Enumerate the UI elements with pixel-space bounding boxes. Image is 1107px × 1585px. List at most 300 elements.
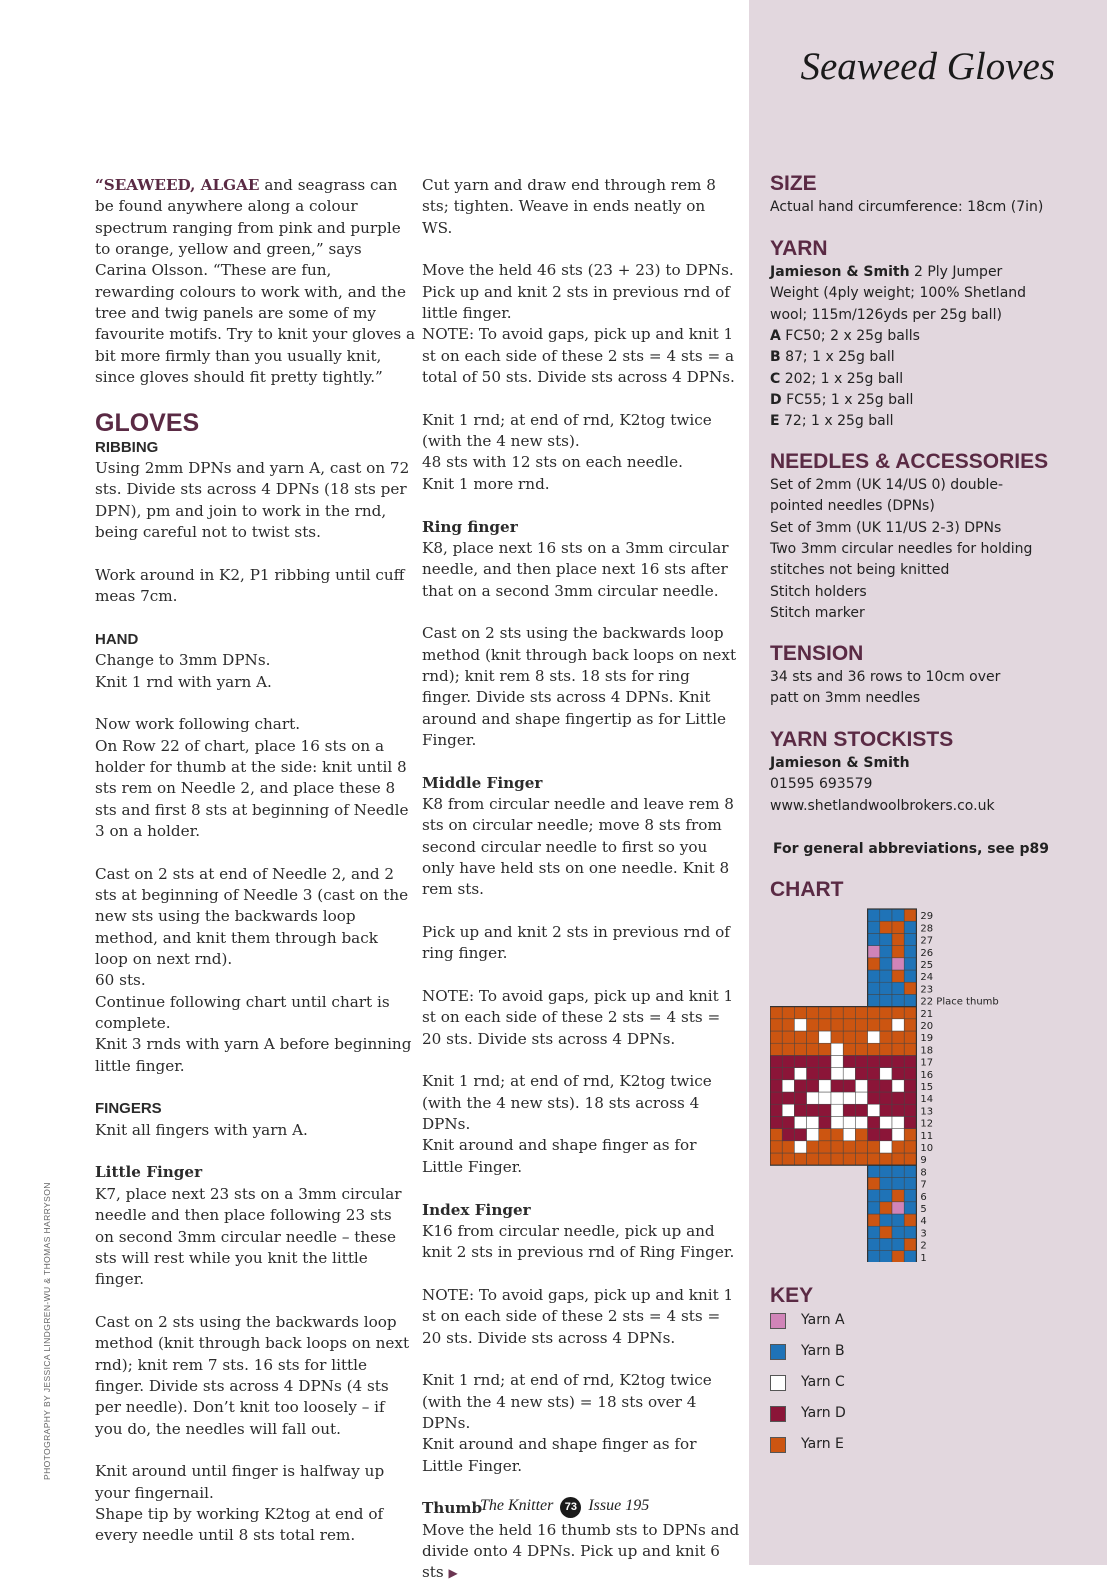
chart-cell	[868, 1092, 880, 1104]
size-section	[770, 171, 1100, 218]
yarn-text-a: FC50; 2 x 25g balls	[780, 328, 920, 345]
needles-section	[770, 449, 1100, 624]
chart-cell	[843, 1141, 855, 1153]
chart-cell	[819, 1031, 831, 1043]
fingers-heading: FINGERS	[95, 1100, 162, 1118]
chart-cell	[770, 1043, 782, 1055]
chart-cell	[770, 1104, 782, 1116]
swatch-yarn-e	[770, 1437, 786, 1453]
abbreviations-text: For general abbreviations, see p89	[773, 841, 1049, 857]
intro-lead: “SEAWEED, ALGAE	[95, 176, 260, 194]
size-heading: SIZE	[770, 172, 817, 195]
ring-finger-heading: Ring finger	[422, 517, 518, 536]
chart-cell	[782, 1031, 794, 1043]
chart-cell	[892, 1226, 904, 1238]
chart-cell	[770, 1141, 782, 1153]
chart-row-number: 7	[920, 1179, 927, 1191]
yarn-heading: YARN	[770, 237, 828, 260]
chart-cell	[794, 1031, 806, 1043]
chart-cell	[904, 1068, 916, 1080]
chart-cell	[782, 1129, 794, 1141]
chart-cell	[880, 970, 892, 982]
chart-row-number: 12	[920, 1118, 934, 1130]
chart-row-number: 29	[920, 911, 934, 923]
chart-cell	[868, 1007, 880, 1019]
chart-cell	[892, 1238, 904, 1250]
chart-cell	[794, 1141, 806, 1153]
chart-cell	[807, 1092, 819, 1104]
chart-cell	[855, 1129, 867, 1141]
chart-cell	[807, 1080, 819, 1092]
chart-cell	[794, 1068, 806, 1080]
chart-cell	[807, 1141, 819, 1153]
chart-cell	[868, 1141, 880, 1153]
chart-cell	[868, 1214, 880, 1226]
chart-cell	[794, 1116, 806, 1128]
chart-row-number: 4	[920, 1216, 927, 1228]
chart-cell	[892, 1080, 904, 1092]
chart-cell	[855, 1055, 867, 1067]
chart-cell	[904, 946, 916, 958]
key-item-yarn-e	[770, 1437, 930, 1453]
chart-cell	[892, 1165, 904, 1177]
page-footer	[480, 1497, 649, 1518]
colourwork-chart	[770, 907, 1010, 1262]
chart-cell	[868, 1031, 880, 1043]
chart-cell	[892, 994, 904, 1006]
page-number: 73	[560, 1497, 581, 1518]
chart-cell	[892, 1251, 904, 1262]
yarn-letter-a: A	[770, 328, 781, 345]
chart-row-number: 19	[920, 1033, 934, 1045]
chart-cell	[892, 1202, 904, 1214]
photo-credit: PHOTOGRAPHY BY JESSICA LINDGREN-WU & THOMAS HARRYSON	[42, 1182, 52, 1480]
abbreviations-note	[773, 839, 1103, 860]
key-label-yarn-e: Yarn E	[801, 1436, 844, 1452]
chart-cell	[782, 1141, 794, 1153]
chart-cell	[892, 982, 904, 994]
intro-text: and seagrass can be found anywhere along a colour spectrum ranging from pink and purple to orange, yellow and green,” says Carina Olsson. “These are fun, rewarding colours to work with, and the tree and twig panels are some of my favourite motifs. Try to knit your gloves a bit more firmly than you usually knit, since gloves should fit pretty tightly.”	[95, 176, 415, 387]
chart-cell	[880, 1214, 892, 1226]
chart-cell	[880, 933, 892, 945]
chart-cell	[868, 1080, 880, 1092]
chart-cell	[892, 1092, 904, 1104]
middle-finger-p2: Pick up and knit 2 sts in previous rnd of ring finger.	[422, 923, 730, 963]
chart-cell	[904, 933, 916, 945]
chart-cell	[831, 1055, 843, 1067]
chart-cell	[831, 1141, 843, 1153]
yarn-item-e	[770, 411, 1100, 432]
chart-cell	[843, 1019, 855, 1031]
chart-cell	[868, 982, 880, 994]
chart-cell	[770, 1019, 782, 1031]
chart-cell	[770, 1007, 782, 1019]
chart-cell	[831, 1043, 843, 1055]
ribbing-heading: RIBBING	[95, 438, 159, 456]
col2-p3: Knit 1 rnd; at end of rnd, K2tog twice (with the 4 new sts). 48 sts with 12 sts on each needle. Knit 1 more rnd.	[422, 410, 712, 493]
little-finger-p1: K7, place next 23 sts on a 3mm circular needle and then place following 23 sts on second 3mm circular needle – these sts will rest while you knit the little finger.	[95, 1184, 402, 1289]
chart-cell	[855, 1092, 867, 1104]
chart-row-number: 1	[920, 1252, 927, 1262]
key-label-yarn-b: Yarn B	[801, 1343, 845, 1359]
swatch-yarn-a	[770, 1313, 786, 1329]
chart-cell	[782, 1104, 794, 1116]
chart-cell	[843, 1092, 855, 1104]
tension-text: 34 sts and 36 rows to 10cm over patt on 3mm needles	[770, 669, 1001, 707]
key-item-yarn-c	[770, 1375, 930, 1391]
chart-cell	[880, 946, 892, 958]
yarn-letter-d: D	[770, 392, 782, 409]
chart-cell	[904, 1153, 916, 1165]
chart-cell	[819, 1043, 831, 1055]
chart-cell	[831, 1116, 843, 1128]
chart-cell	[819, 1007, 831, 1019]
chart-cell	[904, 909, 916, 921]
chart-cell	[843, 1104, 855, 1116]
chart-cell	[892, 1031, 904, 1043]
chart-cell	[794, 1055, 806, 1067]
chart-cell	[868, 1177, 880, 1189]
chart-cell	[868, 921, 880, 933]
chart-cell	[831, 1104, 843, 1116]
chart-cell	[807, 1043, 819, 1055]
thumb-p1	[422, 1520, 740, 1585]
chart-row-number: 18	[920, 1045, 934, 1057]
yarn-desc: 2 Ply Jumper Weight (4ply weight; 100% Shetland wool; 115m/126yds per 25g ball)	[770, 264, 1027, 323]
chart-cell	[868, 1019, 880, 1031]
chart-cell	[782, 1043, 794, 1055]
yarn-text-e: 72; 1 x 25g ball	[779, 413, 894, 430]
chart-cell	[770, 1116, 782, 1128]
chart-cell	[831, 1080, 843, 1092]
chart-cell	[868, 1165, 880, 1177]
chart-cell	[892, 1007, 904, 1019]
chart-cell	[904, 1226, 916, 1238]
ribbing-p2: Work around in K2, P1 ribbing until cuff meas 7cm.	[95, 565, 405, 606]
chart-cell	[904, 1092, 916, 1104]
yarn-description	[770, 262, 1040, 326]
chart-cell	[892, 1190, 904, 1202]
chart-cell	[770, 1068, 782, 1080]
key-item-yarn-a	[770, 1313, 930, 1329]
ring-finger-p1: K8, place next 16 sts on a 3mm circular needle, and then place next 16 sts after that on a second 3mm circular needle.	[422, 538, 729, 600]
yarn-item-b	[770, 347, 1100, 368]
chart-cell	[855, 1007, 867, 1019]
chart-cell	[770, 1129, 782, 1141]
key-label-yarn-c: Yarn C	[801, 1374, 845, 1390]
chart-cell	[904, 1165, 916, 1177]
chart-cell	[880, 994, 892, 1006]
chart-cell	[831, 1129, 843, 1141]
chart-row-number: 2	[920, 1240, 927, 1252]
chart-cell	[880, 1043, 892, 1055]
chart-cell	[868, 1153, 880, 1165]
chart-cell	[892, 1214, 904, 1226]
chart-row-number: 3	[920, 1228, 927, 1240]
chart-cell	[904, 970, 916, 982]
tension-section	[770, 641, 1100, 710]
chart-cell	[892, 1019, 904, 1031]
chart-cell	[807, 1153, 819, 1165]
chart-cell	[855, 1153, 867, 1165]
chart-cell	[831, 1153, 843, 1165]
chart-cell	[904, 1019, 916, 1031]
chart-cell	[868, 1055, 880, 1067]
chart-cell	[855, 1141, 867, 1153]
chart-cell	[904, 1031, 916, 1043]
chart-cell	[843, 1055, 855, 1067]
chart-cell	[843, 1116, 855, 1128]
key-label-yarn-a: Yarn A	[801, 1312, 845, 1328]
chart-cell	[880, 1153, 892, 1165]
chart-cell	[880, 1202, 892, 1214]
gloves-heading: GLOVES	[95, 408, 200, 437]
chart-cell	[794, 1104, 806, 1116]
yarn-letter-e: E	[770, 413, 780, 430]
chart-cell	[807, 1104, 819, 1116]
chart-cell	[807, 1116, 819, 1128]
swatch-yarn-d	[770, 1406, 786, 1422]
continue-arrow-icon: ▶	[448, 1566, 458, 1581]
chart-cell	[868, 1226, 880, 1238]
chart-cell	[880, 1129, 892, 1141]
key-heading: KEY	[770, 1284, 814, 1307]
needles-heading: NEEDLES & ACCESSORIES	[770, 450, 1049, 473]
chart-cell	[868, 958, 880, 970]
chart-cell	[819, 1116, 831, 1128]
chart-cell	[880, 958, 892, 970]
yarn-text-c: 202; 1 x 25g ball	[780, 370, 904, 387]
chart-cell	[904, 1177, 916, 1189]
chart-row-number: 26	[920, 947, 934, 959]
chart-cell	[868, 1238, 880, 1250]
chart-cell	[855, 1116, 867, 1128]
key-heading-wrap	[770, 1283, 1100, 1309]
chart-cell	[819, 1141, 831, 1153]
col2-p2: Move the held 46 sts (23 + 23) to DPNs. Pick up and knit 2 sts in previous rnd of little finger. NOTE: To avoid gaps, pick up and knit 1 st on each side of these 2 sts = 4 sts = a total of 50 sts. Divide sts across 4 DPNs.	[422, 261, 735, 387]
chart-cell	[880, 1165, 892, 1177]
chart-cell	[831, 1031, 843, 1043]
chart-cell	[892, 1068, 904, 1080]
chart-cell	[880, 1251, 892, 1262]
stockist-name: Jamieson & Smith	[770, 755, 910, 771]
swatch-yarn-c	[770, 1375, 786, 1391]
chart-cell	[807, 1007, 819, 1019]
little-finger-p2: Cast on 2 sts using the backwards loop method (knit through back loops on next rnd); knit rem 7 sts. 16 sts for little finger. Divide sts across 4 DPNs (4 sts per needle). Don’t knit too loosely – if you do, the needles will fall out.	[95, 1312, 410, 1438]
chart-row-number: 22 Place thumb	[920, 996, 999, 1008]
index-finger-p2: NOTE: To avoid gaps, pick up and knit 1 st on each side of these 2 sts = 4 sts = 20 sts. Divide sts across 4 DPNs.	[422, 1285, 734, 1347]
chart-cell	[782, 1007, 794, 1019]
chart-cell	[807, 1055, 819, 1067]
chart-cell	[843, 1007, 855, 1019]
chart-cell	[880, 1104, 892, 1116]
chart-cell	[794, 1019, 806, 1031]
chart-cell	[904, 1238, 916, 1250]
chart-cell	[807, 1019, 819, 1031]
chart-cell	[782, 1019, 794, 1031]
chart-row-number: 9	[920, 1155, 927, 1167]
middle-finger-p1: K8 from circular needle and leave rem 8 sts on circular needle; move 8 sts from second circular needle to first so you only have held sts on one needle. Knit 8 rem sts.	[422, 794, 734, 899]
chart-row-number: 24	[920, 972, 934, 984]
chart-row-number: 11	[920, 1130, 934, 1142]
tension-heading: TENSION	[770, 642, 864, 665]
chart-cell	[819, 1153, 831, 1165]
col2-p1: Cut yarn and draw end through rem 8 sts; tighten. Weave in ends neatly on WS.	[422, 176, 716, 237]
chart-cell	[868, 970, 880, 982]
chart-row-number: 21	[920, 1008, 934, 1020]
chart-row-number: 6	[920, 1191, 927, 1203]
chart-cell	[807, 1129, 819, 1141]
chart-cell	[770, 1092, 782, 1104]
chart-cell	[770, 1153, 782, 1165]
chart-cell	[868, 1116, 880, 1128]
key-item-yarn-b	[770, 1344, 930, 1360]
chart-cell	[904, 1251, 916, 1262]
chart-cell	[892, 1141, 904, 1153]
chart-cell	[892, 1055, 904, 1067]
index-finger-p1: K16 from circular needle, pick up and knit 2 sts in previous rnd of Ring Finger.	[422, 1221, 735, 1262]
chart-cell	[880, 1116, 892, 1128]
chart-cell	[892, 1153, 904, 1165]
chart-cell	[904, 982, 916, 994]
chart-cell	[904, 1190, 916, 1202]
index-finger-heading: Index Finger	[422, 1200, 531, 1219]
chart-cell	[794, 1080, 806, 1092]
chart-cell	[819, 1129, 831, 1141]
chart-cell	[904, 1104, 916, 1116]
chart-cell	[892, 1043, 904, 1055]
chart-cell	[880, 1238, 892, 1250]
chart-cell	[868, 1104, 880, 1116]
chart-cell	[904, 1214, 916, 1226]
intro-paragraph	[95, 175, 415, 388]
chart-cell	[880, 1068, 892, 1080]
chart-cell	[880, 1177, 892, 1189]
chart-cell	[904, 1141, 916, 1153]
chart-cell	[904, 1116, 916, 1128]
chart-cell	[892, 970, 904, 982]
chart-cell	[868, 933, 880, 945]
chart-row-number: 27	[920, 935, 934, 947]
chart-cell	[892, 1116, 904, 1128]
chart-cell	[880, 1141, 892, 1153]
yarn-letter-c: C	[770, 370, 781, 387]
index-finger-p3: Knit 1 rnd; at end of rnd, K2tog twice (with the 4 new sts) = 18 sts over 4 DPNs. Knit around and shape finger as for Little Finger.	[422, 1371, 712, 1475]
thumb-p1-text: Move the held 16 thumb sts to DPNs and divide onto 4 DPNs. Pick up and knit 6 sts	[422, 1520, 740, 1582]
chart-cell	[904, 1043, 916, 1055]
chart-cell	[892, 1177, 904, 1189]
stockist-phone: 01595 693579	[770, 776, 873, 793]
chart-cell	[794, 1129, 806, 1141]
stockist-url: www.shetlandwoolbrokers.co.uk	[770, 797, 995, 814]
hand-p3: Cast on 2 sts at end of Needle 2, and 2 sts at beginning of Needle 3 (cast on the new sts using the backwards loop method, and knit them through back loop on next rnd). 60 sts. Continue following chart until chart is complete. Knit 3 rnds with yarn A before beginning little finger.	[95, 864, 412, 1075]
hand-p2: Now work following chart. On Row 22 of chart, place 16 sts on a holder for thumb at the side: knit until 8 sts rem on Needle 2, and place these 8 sts and first 8 sts at beginning of Needle 3 on a holder.	[95, 715, 409, 840]
chart-cell	[819, 1092, 831, 1104]
chart-row-number: 20	[920, 1021, 934, 1032]
thumb-heading: Thumb	[422, 1499, 483, 1518]
chart-cell	[794, 1153, 806, 1165]
chart-cell	[819, 1019, 831, 1031]
middle-finger-p4: Knit 1 rnd; at end of rnd, K2tog twice (with the 4 new sts). 18 sts across 4 DPNs. Knit around and shape finger as for Little Finger.	[422, 1072, 712, 1176]
chart-cell	[868, 1251, 880, 1262]
chart-section	[770, 877, 1100, 903]
chart-cell	[880, 909, 892, 921]
yarn-letter-b: B	[770, 349, 781, 366]
chart-cell	[904, 994, 916, 1006]
chart-cell	[904, 1129, 916, 1141]
chart-row-number: 28	[920, 923, 934, 935]
ribbing-p1: Using 2mm DPNs and yarn A, cast on 72 sts. Divide sts across 4 DPNs (18 sts per DPN), pm and join to work in the rnd, being careful not to twist sts.	[95, 459, 410, 542]
hand-heading: HAND	[95, 630, 139, 648]
yarn-item-d	[770, 390, 1100, 411]
chart-cell	[831, 1068, 843, 1080]
middle-finger-p3: NOTE: To avoid gaps, pick up and knit 1 st on each side of these 2 sts = 4 sts = 20 sts. Divide sts across 4 DPNs.	[422, 987, 734, 1048]
chart-row-number: 8	[920, 1167, 927, 1179]
chart-cell	[868, 909, 880, 921]
fingers-p1: Knit all fingers with yarn A.	[95, 1120, 308, 1139]
chart-cell	[855, 1080, 867, 1092]
chart-cell	[770, 1080, 782, 1092]
chart-cell	[819, 1068, 831, 1080]
chart-cell	[880, 1031, 892, 1043]
chart-cell	[831, 1019, 843, 1031]
chart-cell	[904, 1080, 916, 1092]
chart-cell	[770, 1031, 782, 1043]
swatch-yarn-b	[770, 1344, 786, 1360]
chart-cell	[892, 958, 904, 970]
chart-cell	[880, 1226, 892, 1238]
chart-cell	[782, 1092, 794, 1104]
chart-cell	[794, 1043, 806, 1055]
chart-cell	[782, 1055, 794, 1067]
instructions-column-2	[422, 175, 740, 1585]
chart-cell	[880, 1007, 892, 1019]
chart-cell	[892, 1129, 904, 1141]
chart-cell	[770, 1055, 782, 1067]
chart-cell	[855, 1043, 867, 1055]
chart-cell	[843, 1153, 855, 1165]
stockists-heading: YARN STOCKISTS	[770, 728, 954, 751]
chart-row-number: 13	[920, 1106, 934, 1118]
chart-cell	[868, 946, 880, 958]
chart-row-number: 17	[920, 1057, 934, 1069]
chart-cell	[904, 1202, 916, 1214]
chart-row-number: 5	[920, 1204, 927, 1215]
chart-cell	[904, 958, 916, 970]
chart-cell	[892, 1104, 904, 1116]
chart-cell	[843, 1080, 855, 1092]
size-text: Actual hand circumference: 18cm (7in)	[770, 199, 1044, 215]
needles-text: Set of 2mm (UK 14/US 0) double-pointed needles (DPNs) Set of 3mm (UK 11/US 2-3) DPNs Two 3mm circular needles for holding stitches not being knitted Stitch holders Stitch marker	[770, 477, 1033, 622]
chart-cell	[782, 1080, 794, 1092]
chart-cell	[855, 1031, 867, 1043]
key-label-yarn-d: Yarn D	[801, 1405, 846, 1421]
chart-cell	[868, 1068, 880, 1080]
chart-cell	[868, 1202, 880, 1214]
chart-cell	[831, 1007, 843, 1019]
chart-row-number: 15	[920, 1082, 934, 1093]
chart-cell	[880, 1055, 892, 1067]
chart-cell	[782, 1116, 794, 1128]
chart-cell	[880, 1019, 892, 1031]
chart-cell	[843, 1043, 855, 1055]
instructions-column-1	[95, 175, 415, 1547]
chart-cell	[807, 1068, 819, 1080]
key-item-yarn-d	[770, 1406, 930, 1422]
chart-cell	[855, 1068, 867, 1080]
yarn-section	[770, 236, 1100, 433]
chart-row-number: 25	[920, 960, 934, 971]
